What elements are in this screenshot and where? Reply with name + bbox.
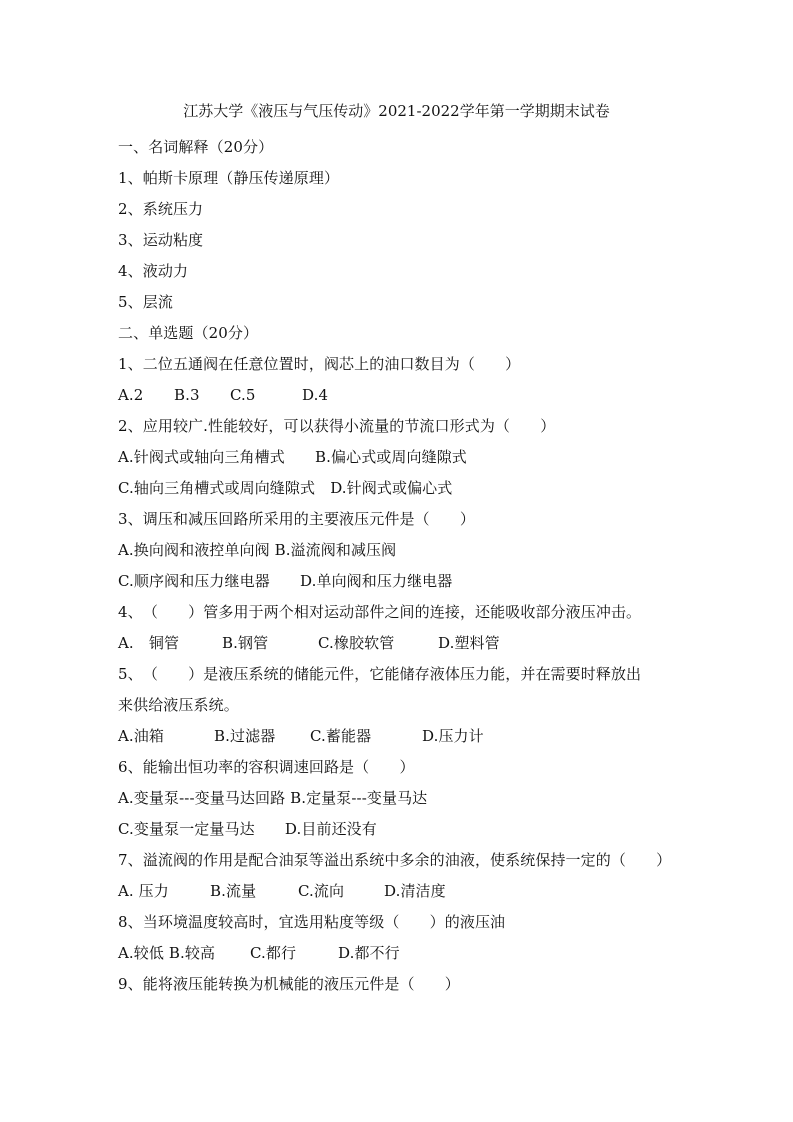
option-c: C.橡胶软管	[318, 634, 395, 652]
option-c: C.都行	[250, 944, 297, 962]
question-4-options	[118, 628, 688, 659]
term-item: 1、帕斯卡原理（静压传递原理）	[118, 169, 340, 187]
question-2: 2、应用较广.性能较好，可以获得小流量的节流口形式为（ ）	[118, 417, 556, 435]
question-6-options-line-2: C.变量泵一定量马达 D.目前还没有	[118, 820, 377, 838]
option-d: D.清洁度	[384, 882, 446, 900]
term-item: 4、液动力	[118, 262, 189, 280]
question-5: 5、 （ ）是液压系统的储能元件，它能储存液体压力能，并在需要时释放出	[118, 665, 642, 683]
question-3: 3、调压和减压回路所采用的主要液压元件是（ ）	[118, 510, 475, 528]
term-item: 3、运动粘度	[118, 231, 204, 249]
exam-body	[118, 132, 688, 1000]
question-3-options-line-1: A.换向阀和液控单向阀 B.溢流阀和减压阀	[118, 541, 397, 559]
question-2-options-line-1: A.针阀式或轴向三角槽式 B.偏心式或周向缝隙式	[118, 448, 467, 466]
term-item: 2、系统压力	[118, 200, 204, 218]
section-heading-single-choice: 二、单选题（20分）	[118, 324, 259, 342]
option-b: B.流量	[210, 882, 257, 900]
question-9: 9、能将液压能转换为机械能的液压元件是（ ）	[118, 975, 460, 993]
option-ab: A.较低 B.较高	[118, 944, 216, 962]
option-c: C.流向	[298, 882, 345, 900]
question-1: 1、二位五通阀在任意位置时，阀芯上的油口数目为（ ）	[118, 355, 521, 373]
section-heading-terms: 一、名词解释（20分）	[118, 138, 274, 156]
exam-title: 江苏大学《液压与气压传动》2021-2022学年第一学期期末试卷	[183, 102, 610, 120]
question-7-options	[118, 876, 688, 907]
option-b: B.钢管	[222, 634, 269, 652]
option-b: B.3	[174, 386, 200, 404]
option-a: A. 压力	[118, 882, 169, 900]
option-d: D.4	[302, 386, 329, 404]
question-2-options-line-2: C.轴向三角槽式或周向缝隙式 D.针阀式或偏心式	[118, 479, 453, 497]
option-c: C.5	[230, 386, 256, 404]
question-7: 7、溢流阀的作用是配合油泵等溢出系统中多余的油液，使系统保持一定的（ ）	[118, 851, 672, 869]
question-6: 6、能输出恒功率的容积调速回路是（ ）	[118, 758, 415, 776]
option-d: D.压力计	[422, 727, 484, 745]
question-6-options-line-1: A.变量泵---变量马达回路 B.定量泵---变量马达	[118, 789, 428, 807]
option-d: D.塑料管	[438, 634, 500, 652]
question-1-options	[118, 380, 688, 411]
option-a: A.2	[118, 386, 144, 404]
option-a: A.油箱	[118, 727, 165, 745]
option-c: C.蓄能器	[310, 727, 372, 745]
question-8: 8、当环境温度较高时，宜选用粘度等级（ ）的液压油	[118, 913, 506, 931]
question-5-continued: 来供给液压系统。	[118, 696, 239, 714]
term-item: 5、层流	[118, 293, 173, 311]
question-3-options-line-2: C.顺序阀和压力继电器 D.单向阀和压力继电器	[118, 572, 453, 590]
question-4: 4、 （ ）管多用于两个相对运动部件之间的连接，还能吸收部分液压冲击。	[118, 603, 642, 621]
option-d: D.都不行	[338, 944, 400, 962]
question-5-options	[118, 721, 688, 752]
option-a: A. 铜管	[118, 634, 180, 652]
option-b: B.过滤器	[214, 727, 276, 745]
question-8-options	[118, 938, 688, 969]
